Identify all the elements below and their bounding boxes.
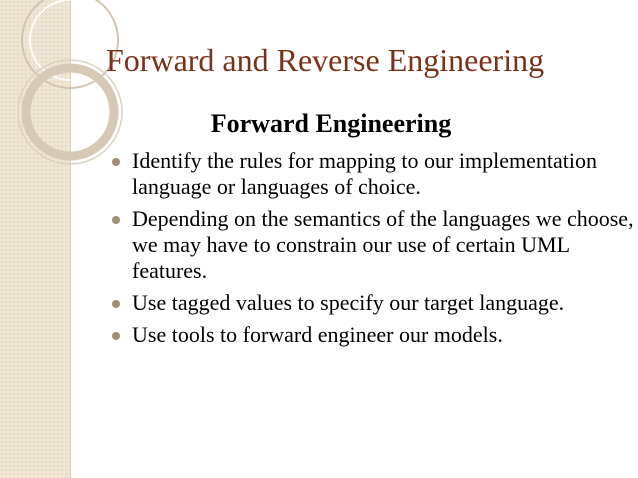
bullet-text: Identify the rules for mapping to our implementation language or languages of choice. [132,148,597,199]
bullet-item [108,148,634,200]
bullet-text: Use tools to forward engineer our models. [132,322,503,347]
bullet-dot-icon [112,216,120,224]
slide-subtitle: Forward Engineering [210,109,452,138]
bullet-dot-icon [112,158,120,166]
bullet-item [108,322,634,348]
bullet-dot-icon [112,300,120,308]
decorative-ring-thick [26,68,114,156]
bullet-item [108,290,634,316]
bullet-text: Depending on the semantics of the languages we choose, we may have to constrain our use of certain UML features. [132,206,634,283]
bullet-dot-icon [112,332,120,340]
bullet-item [108,206,634,284]
bullet-list [108,148,634,354]
slide-title: Forward and Reverse Engineering [106,42,545,78]
decorative-circle-large [22,0,118,88]
bullet-text: Use tagged values to specify our target language. [132,290,565,315]
